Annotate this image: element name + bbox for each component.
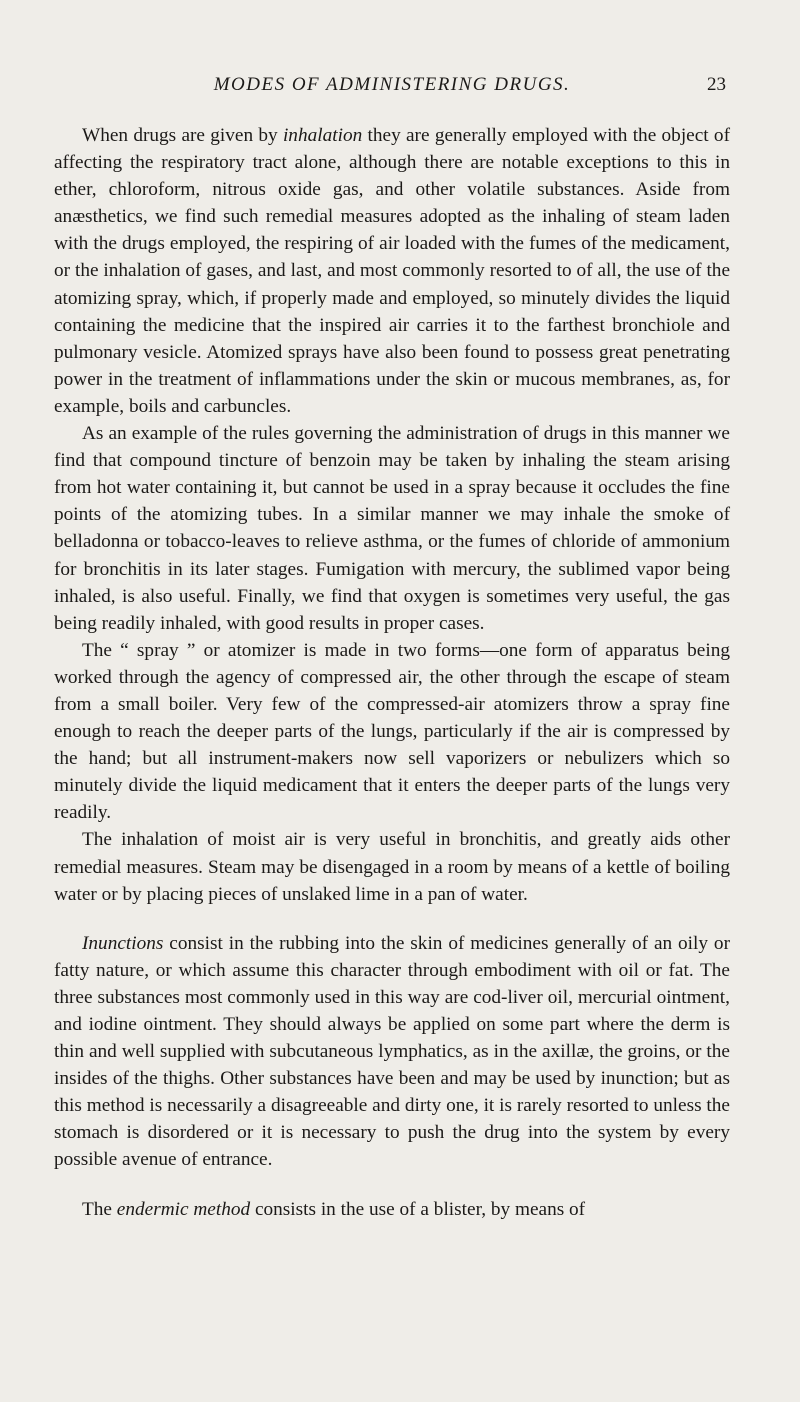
book-page: [0, 74, 800, 1402]
paragraph-text: As an example of the rules governing the administration of drugs in this manner we find that compound tincture of benzoin may be taken by inhaling the steam arising from hot water containing it, but cannot be used in a spray because it occludes the fine points of the atomizing tubes. In a similar manner we may inhale the smoke of belladonna or tobacco-leaves to relieve asthma, or the fumes of chloride of ammonium for bronchitis in its later stages. Fumigation with mercury, the sublimed vapor being inhaled, is also useful. Finally, we find that oxygen is sometimes very useful, the gas being readily inhaled, with good results in proper cases.: [54, 423, 730, 634]
paragraph-inhalation: [54, 122, 730, 420]
paragraph-text: The “ spray ” or atomizer is made in two forms—one form of apparatus being worked through the agency of compressed air, the other through the escape of steam from a small boiler. Very few of the compressed-air atomizers throw a spray fine enough to reach the deeper parts of the lungs, particularly if the air is compressed by the hand; but all instrument-makers now sell vaporizers or nebulizers which so minutely divide the liquid medicament that it enters the deeper parts of the lungs very readily.: [54, 639, 730, 824]
body-text: [54, 122, 730, 1223]
page-number: 23: [707, 74, 726, 95]
paragraph-benzoin-example: [54, 420, 730, 637]
running-title: MODES OF ADMINISTERING DRUGS.: [213, 74, 571, 95]
paragraph-moist-air: [54, 826, 730, 907]
paragraph-lead: The: [82, 1198, 117, 1220]
paragraph-inunctions: [54, 930, 730, 1174]
paragraph-text: they are generally employed with the object of affecting the respiratory tract alone, although there are notable exceptions to this in ether, chloroform, nitrous oxide gas, and other volatile substances. Aside from anæsthetics, we find such remedial measures adopted as the inhaling of steam laden with the drugs employed, the respiring of air loaded with the fumes of the medicament, or the inhalation of gases, and last, and most commonly resorted to of all, the use of the atomizing spray, which, if properly made and employed, so minutely divides the liquid containing the medicine that the inspired air carries it to the farthest bronchiole and pulmonary vesicle. Atomized sprays have also been found to possess great penetrating power in the treatment of inflammations under the skin or mucous membranes, as, for example, boils and carbuncles.: [54, 125, 730, 417]
term-endermic-method: endermic method: [116, 1198, 251, 1220]
term-inhalation: inhalation: [282, 125, 363, 146]
paragraph-lead: When drugs are given by: [82, 125, 283, 146]
paragraph-spray-atomizer: [54, 637, 730, 827]
paragraph-text: consists in the use of a blister, by means of: [250, 1198, 586, 1220]
paragraph-text: The inhalation of moist air is very useful in bronchitis, and greatly aids other remedial measures. Steam may be disengaged in a room by means of a kettle of boiling water or by placing pieces of unslaked lime in a pan of water.: [54, 829, 730, 905]
paragraph-text: consist in the rubbing into the skin of medicines generally of an oily or fatty nature, or which assume this character through embodiment with oil or fat. The three substances most commonly used in this way are cod-liver oil, mercurial ointment, and iodine ointment. They should always be applied on some part where the derm is thin and well supplied with subcutaneous lymphatics, as in the axillæ, the groins, or the insides of the thighs. Other substances have been and may be used by inunction; but as this method is necessarily a disagreeable and dirty one, it is rarely resorted to unless the stomach is disordered or it is necessary to push the drug into the system by every possible avenue of entrance.: [54, 932, 730, 1171]
term-inunctions: Inunctions: [82, 932, 164, 954]
paragraph-endermic: [54, 1196, 730, 1223]
running-header: [54, 74, 730, 114]
